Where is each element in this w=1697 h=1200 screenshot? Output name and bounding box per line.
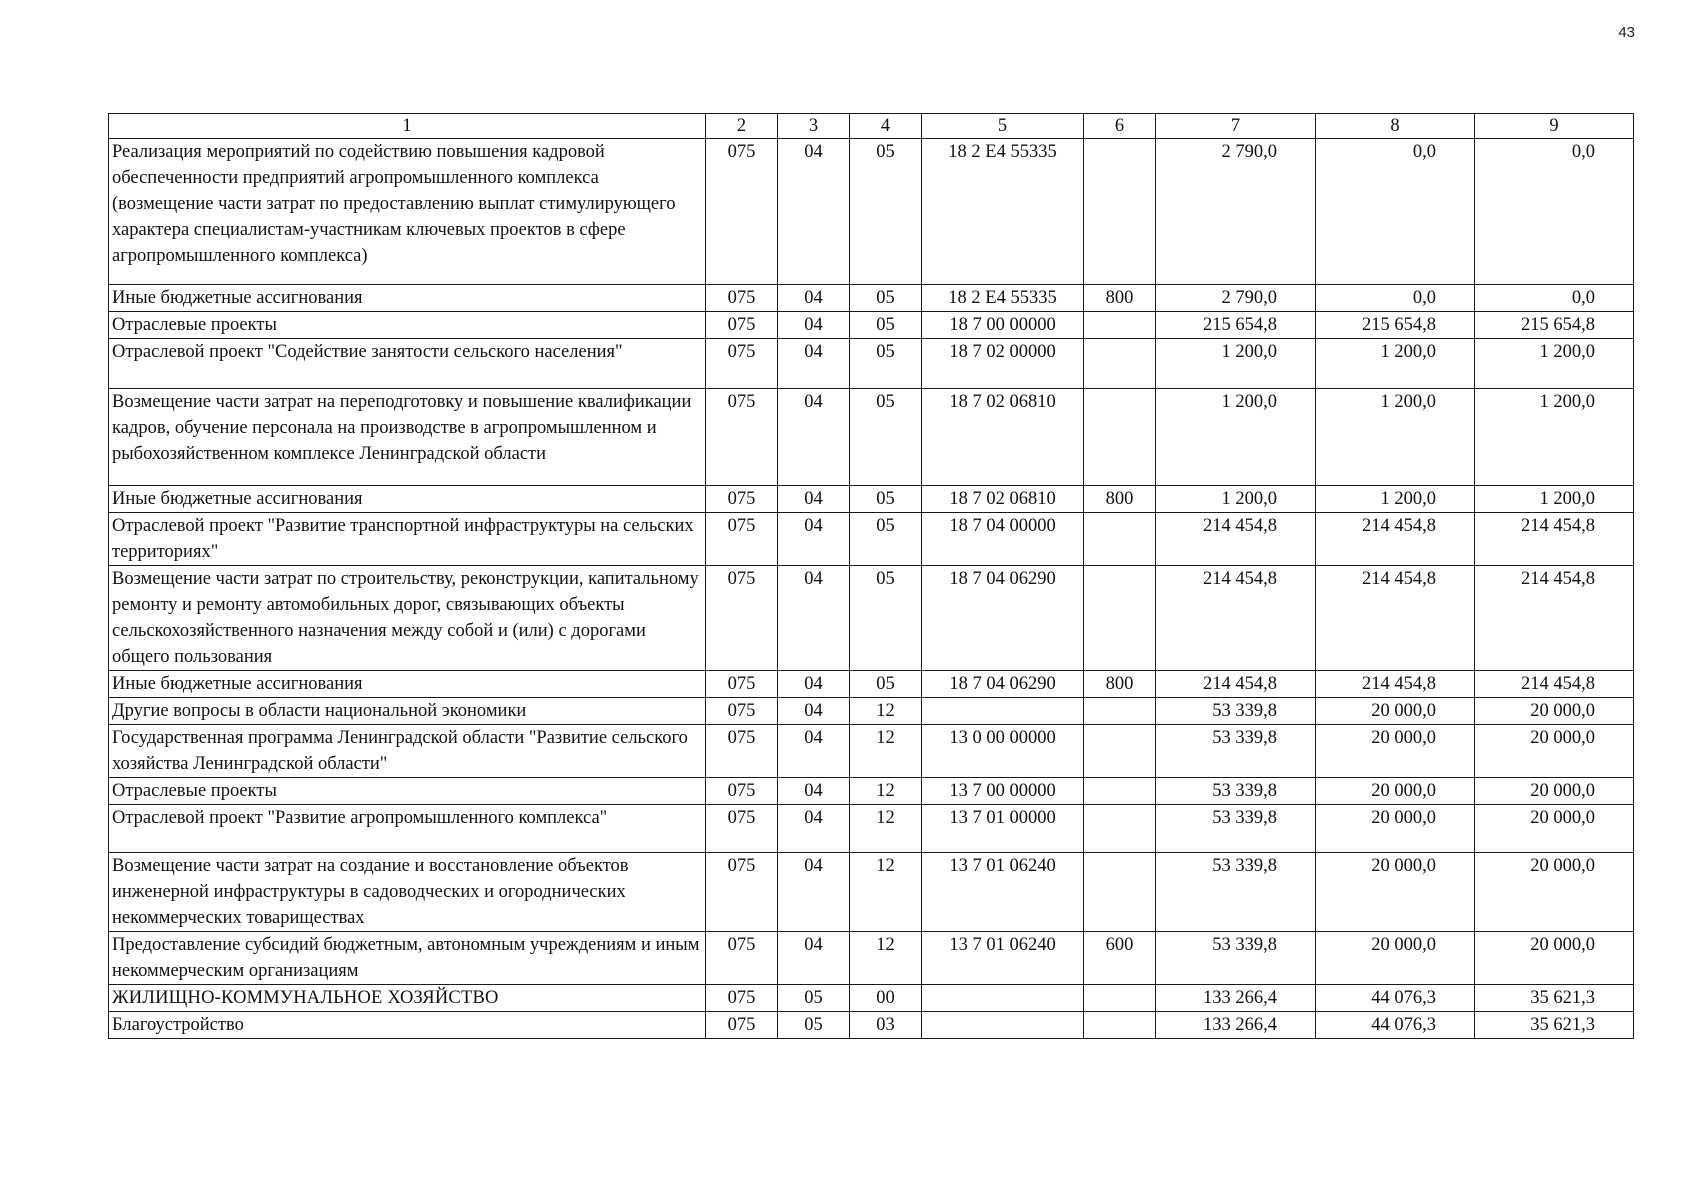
table-row [109,566,1634,671]
table-row [109,486,1634,513]
amount-year2-cell: 20 000,0 [1316,698,1475,725]
amount-year1-cell: 2 790,0 [1156,139,1316,285]
target-article-cell [922,985,1084,1012]
target-article-cell: 18 7 02 06810 [922,389,1084,486]
expense-type-cell [1084,513,1156,566]
expense-type-cell: 800 [1084,486,1156,513]
expense-type-cell [1084,985,1156,1012]
target-article-cell: 13 7 01 06240 [922,932,1084,985]
subsection-code-cell: 12 [850,805,922,853]
subsection-code-cell: 03 [850,1012,922,1039]
expense-type-cell [1084,1012,1156,1039]
section-code-cell: 04 [778,698,850,725]
chapter-code-cell: 075 [706,139,778,285]
subsection-code-cell: 12 [850,932,922,985]
amount-year1-cell: 215 654,8 [1156,312,1316,339]
amount-year3-cell: 20 000,0 [1475,932,1634,985]
chapter-code-cell: 075 [706,932,778,985]
table-row [109,513,1634,566]
chapter-code-cell: 075 [706,1012,778,1039]
section-code-cell: 04 [778,566,850,671]
amount-year3-cell: 0,0 [1475,139,1634,285]
subsection-code-cell: 05 [850,566,922,671]
section-code-cell: 04 [778,513,850,566]
expense-type-cell [1084,139,1156,285]
target-article-cell [922,1012,1084,1039]
amount-year3-cell: 214 454,8 [1475,671,1634,698]
chapter-code-cell: 075 [706,671,778,698]
amount-year3-cell: 35 621,3 [1475,1012,1634,1039]
amount-year3-cell: 1 200,0 [1475,486,1634,513]
row-name-cell: Отраслевой проект "Развитие транспортной инфраструктуры на сельских территориях" [109,513,706,566]
header-cell-5: 5 [922,114,1084,139]
table-row [109,671,1634,698]
chapter-code-cell: 075 [706,389,778,486]
amount-year1-cell: 133 266,4 [1156,1012,1316,1039]
amount-year1-cell: 53 339,8 [1156,698,1316,725]
header-cell-7: 7 [1156,114,1316,139]
amount-year1-cell: 53 339,8 [1156,853,1316,932]
table-row [109,725,1634,778]
amount-year1-cell: 1 200,0 [1156,339,1316,389]
target-article-cell: 18 7 04 06290 [922,566,1084,671]
table-body [109,114,1634,1039]
table-row [109,932,1634,985]
table-row [109,389,1634,486]
amount-year1-cell: 2 790,0 [1156,285,1316,312]
section-code-cell: 04 [778,486,850,513]
row-name-cell: Отраслевые проекты [109,778,706,805]
section-code-cell: 05 [778,1012,850,1039]
amount-year2-cell: 20 000,0 [1316,805,1475,853]
header-cell-4: 4 [850,114,922,139]
header-cell-3: 3 [778,114,850,139]
amount-year2-cell: 20 000,0 [1316,932,1475,985]
row-name-cell: Предоставление субсидий бюджетным, автономным учреждениям и иным некоммерческим организациям [109,932,706,985]
section-code-cell: 04 [778,312,850,339]
amount-year3-cell: 20 000,0 [1475,778,1634,805]
target-article-cell: 13 7 00 00000 [922,778,1084,805]
chapter-code-cell: 075 [706,725,778,778]
amount-year1-cell: 53 339,8 [1156,725,1316,778]
chapter-code-cell: 075 [706,285,778,312]
section-code-cell: 04 [778,671,850,698]
expense-type-cell: 800 [1084,285,1156,312]
chapter-code-cell: 075 [706,513,778,566]
section-code-cell: 04 [778,778,850,805]
table-row [109,698,1634,725]
amount-year2-cell: 214 454,8 [1316,566,1475,671]
amount-year1-cell: 1 200,0 [1156,486,1316,513]
target-article-cell: 18 7 02 06810 [922,486,1084,513]
section-code-cell: 04 [778,932,850,985]
section-code-cell: 04 [778,285,850,312]
amount-year3-cell: 20 000,0 [1475,698,1634,725]
amount-year2-cell: 0,0 [1316,139,1475,285]
amount-year3-cell: 214 454,8 [1475,513,1634,566]
amount-year2-cell: 214 454,8 [1316,671,1475,698]
table-row [109,285,1634,312]
subsection-code-cell: 05 [850,285,922,312]
table-row [109,339,1634,389]
amount-year2-cell: 20 000,0 [1316,778,1475,805]
table-row [109,778,1634,805]
row-name-cell: Возмещение части затрат на создание и восстановление объектов инженерной инфраструктуры в садоводческих и огороднических некоммерческих товариществах [109,853,706,932]
amount-year2-cell: 1 200,0 [1316,486,1475,513]
table-row [109,139,1634,285]
amount-year3-cell: 1 200,0 [1475,339,1634,389]
subsection-code-cell: 12 [850,778,922,805]
amount-year2-cell: 1 200,0 [1316,339,1475,389]
row-name-cell: Иные бюджетные ассигнования [109,486,706,513]
row-name-cell: Иные бюджетные ассигнования [109,671,706,698]
subsection-code-cell: 05 [850,139,922,285]
amount-year1-cell: 53 339,8 [1156,805,1316,853]
amount-year3-cell: 0,0 [1475,285,1634,312]
target-article-cell: 18 7 00 00000 [922,312,1084,339]
amount-year2-cell: 0,0 [1316,285,1475,312]
subsection-code-cell: 05 [850,389,922,486]
amount-year3-cell: 20 000,0 [1475,805,1634,853]
target-article-cell: 13 0 00 00000 [922,725,1084,778]
table-row [109,805,1634,853]
amount-year2-cell: 44 076,3 [1316,1012,1475,1039]
subsection-code-cell: 05 [850,486,922,513]
section-code-cell: 04 [778,139,850,285]
amount-year2-cell: 44 076,3 [1316,985,1475,1012]
subsection-code-cell: 05 [850,513,922,566]
subsection-code-cell: 12 [850,725,922,778]
table-row [109,985,1634,1012]
section-code-cell: 04 [778,725,850,778]
amount-year2-cell: 20 000,0 [1316,853,1475,932]
target-article-cell: 18 7 04 06290 [922,671,1084,698]
expense-type-cell [1084,389,1156,486]
amount-year1-cell: 214 454,8 [1156,566,1316,671]
amount-year2-cell: 215 654,8 [1316,312,1475,339]
target-article-cell [922,698,1084,725]
row-name-cell: Благоустройство [109,1012,706,1039]
expense-type-cell [1084,725,1156,778]
amount-year1-cell: 53 339,8 [1156,778,1316,805]
expense-type-cell [1084,853,1156,932]
amount-year1-cell: 214 454,8 [1156,513,1316,566]
chapter-code-cell: 075 [706,698,778,725]
expense-type-cell: 800 [1084,671,1156,698]
row-name-cell: ЖИЛИЩНО-КОММУНАЛЬНОЕ ХОЗЯЙСТВО [109,985,706,1012]
expense-type-cell: 600 [1084,932,1156,985]
header-cell-8: 8 [1316,114,1475,139]
header-cell-1: 1 [109,114,706,139]
chapter-code-cell: 075 [706,778,778,805]
amount-year1-cell: 214 454,8 [1156,671,1316,698]
amount-year2-cell: 20 000,0 [1316,725,1475,778]
subsection-code-cell: 05 [850,339,922,389]
row-name-cell: Иные бюджетные ассигнования [109,285,706,312]
row-name-cell: Возмещение части затрат по строительству, реконструкции, капитальному ремонту и ремонту автомобильных дорог, связывающих объекты сельскохозяйственного назначения между собой и (или) с дорогами общего пользования [109,566,706,671]
amount-year1-cell: 1 200,0 [1156,389,1316,486]
amount-year3-cell: 214 454,8 [1475,566,1634,671]
target-article-cell: 13 7 01 00000 [922,805,1084,853]
subsection-code-cell: 12 [850,853,922,932]
table-row [109,312,1634,339]
header-cell-9: 9 [1475,114,1634,139]
subsection-code-cell: 00 [850,985,922,1012]
section-code-cell: 04 [778,339,850,389]
row-name-cell: Отраслевой проект "Развитие агропромышленного комплекса" [109,805,706,853]
target-article-cell: 18 7 02 00000 [922,339,1084,389]
header-cell-2: 2 [706,114,778,139]
amount-year3-cell: 20 000,0 [1475,725,1634,778]
chapter-code-cell: 075 [706,805,778,853]
target-article-cell: 18 2 E4 55335 [922,285,1084,312]
subsection-code-cell: 12 [850,698,922,725]
subsection-code-cell: 05 [850,312,922,339]
chapter-code-cell: 075 [706,566,778,671]
row-name-cell: Реализация мероприятий по содействию повышения кадровой обеспеченности предприятий агропромышленного комплекса (возмещение части затрат по предоставлению выплат стимулирующего характера специалистам-участникам ключевых проектов в сфере агропромышленного комплекса) [109,139,706,285]
row-name-cell: Государственная программа Ленинградской области "Развитие сельского хозяйства Ленинградской области" [109,725,706,778]
section-code-cell: 04 [778,389,850,486]
amount-year3-cell: 35 621,3 [1475,985,1634,1012]
page-number: 43 [1618,24,1635,41]
row-name-cell: Другие вопросы в области национальной экономики [109,698,706,725]
section-code-cell: 04 [778,853,850,932]
chapter-code-cell: 075 [706,486,778,513]
expense-type-cell [1084,566,1156,671]
target-article-cell: 13 7 01 06240 [922,853,1084,932]
expense-type-cell [1084,778,1156,805]
target-article-cell: 18 2 E4 55335 [922,139,1084,285]
amount-year2-cell: 1 200,0 [1316,389,1475,486]
expense-type-cell [1084,698,1156,725]
expense-type-cell [1084,312,1156,339]
section-code-cell: 04 [778,805,850,853]
table-row [109,853,1634,932]
amount-year1-cell: 133 266,4 [1156,985,1316,1012]
chapter-code-cell: 075 [706,985,778,1012]
subsection-code-cell: 05 [850,671,922,698]
target-article-cell: 18 7 04 00000 [922,513,1084,566]
amount-year3-cell: 1 200,0 [1475,389,1634,486]
amount-year3-cell: 215 654,8 [1475,312,1634,339]
table-header-row [109,114,1634,139]
chapter-code-cell: 075 [706,312,778,339]
expense-type-cell [1084,339,1156,389]
expense-type-cell [1084,805,1156,853]
amount-year3-cell: 20 000,0 [1475,853,1634,932]
amount-year1-cell: 53 339,8 [1156,932,1316,985]
budget-table [108,113,1634,1039]
header-cell-6: 6 [1084,114,1156,139]
row-name-cell: Отраслевой проект "Содействие занятости сельского населения" [109,339,706,389]
amount-year2-cell: 214 454,8 [1316,513,1475,566]
row-name-cell: Возмещение части затрат на переподготовку и повышение квалификации кадров, обучение персонала на производстве в агропромышленном и рыбохозяйственном комплексе Ленинградской области [109,389,706,486]
section-code-cell: 05 [778,985,850,1012]
row-name-cell: Отраслевые проекты [109,312,706,339]
chapter-code-cell: 075 [706,339,778,389]
table-row [109,1012,1634,1039]
chapter-code-cell: 075 [706,853,778,932]
